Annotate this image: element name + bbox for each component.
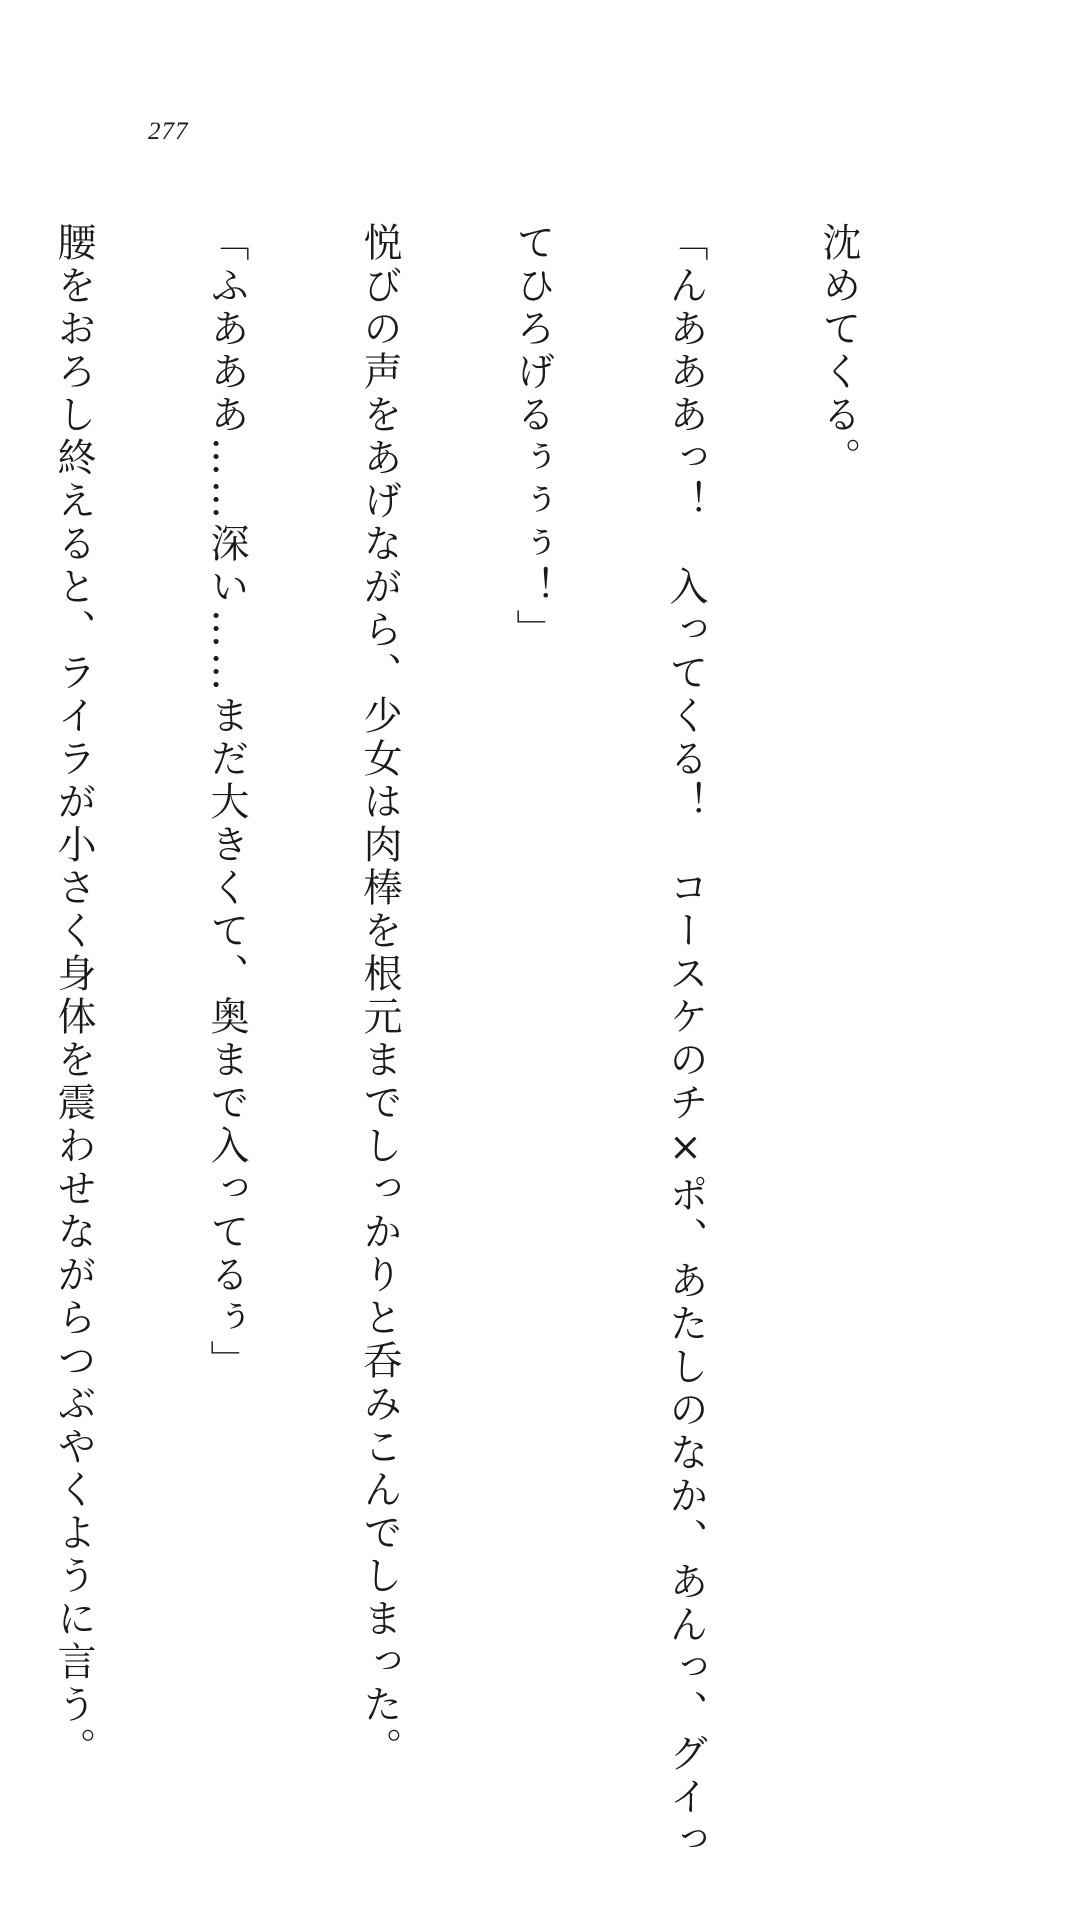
text-line: 悦びの声をあげながら、少女は肉棒を根元までしっかりと呑みこんでしまった。 bbox=[357, 222, 402, 1770]
text-line: 沈めてくる。 bbox=[816, 222, 861, 480]
text-line: 腰をおろし終えると、ライラが小さく身体を震わせながらつぶやくように言う。 bbox=[51, 222, 96, 1770]
page-number: 277 bbox=[148, 118, 189, 145]
text-line: 「んあああっ！ 入ってくる！ コースケのチ×ポ、あたしのなか、あんっ、グイっ bbox=[663, 222, 708, 1862]
text-line: 「ふあああ……深い……まだ大きくて、奥まで入ってるぅ」 bbox=[204, 222, 249, 1383]
body-text bbox=[0, 222, 966, 1862]
text-line: てひろげるぅぅぅ！」 bbox=[510, 222, 555, 652]
